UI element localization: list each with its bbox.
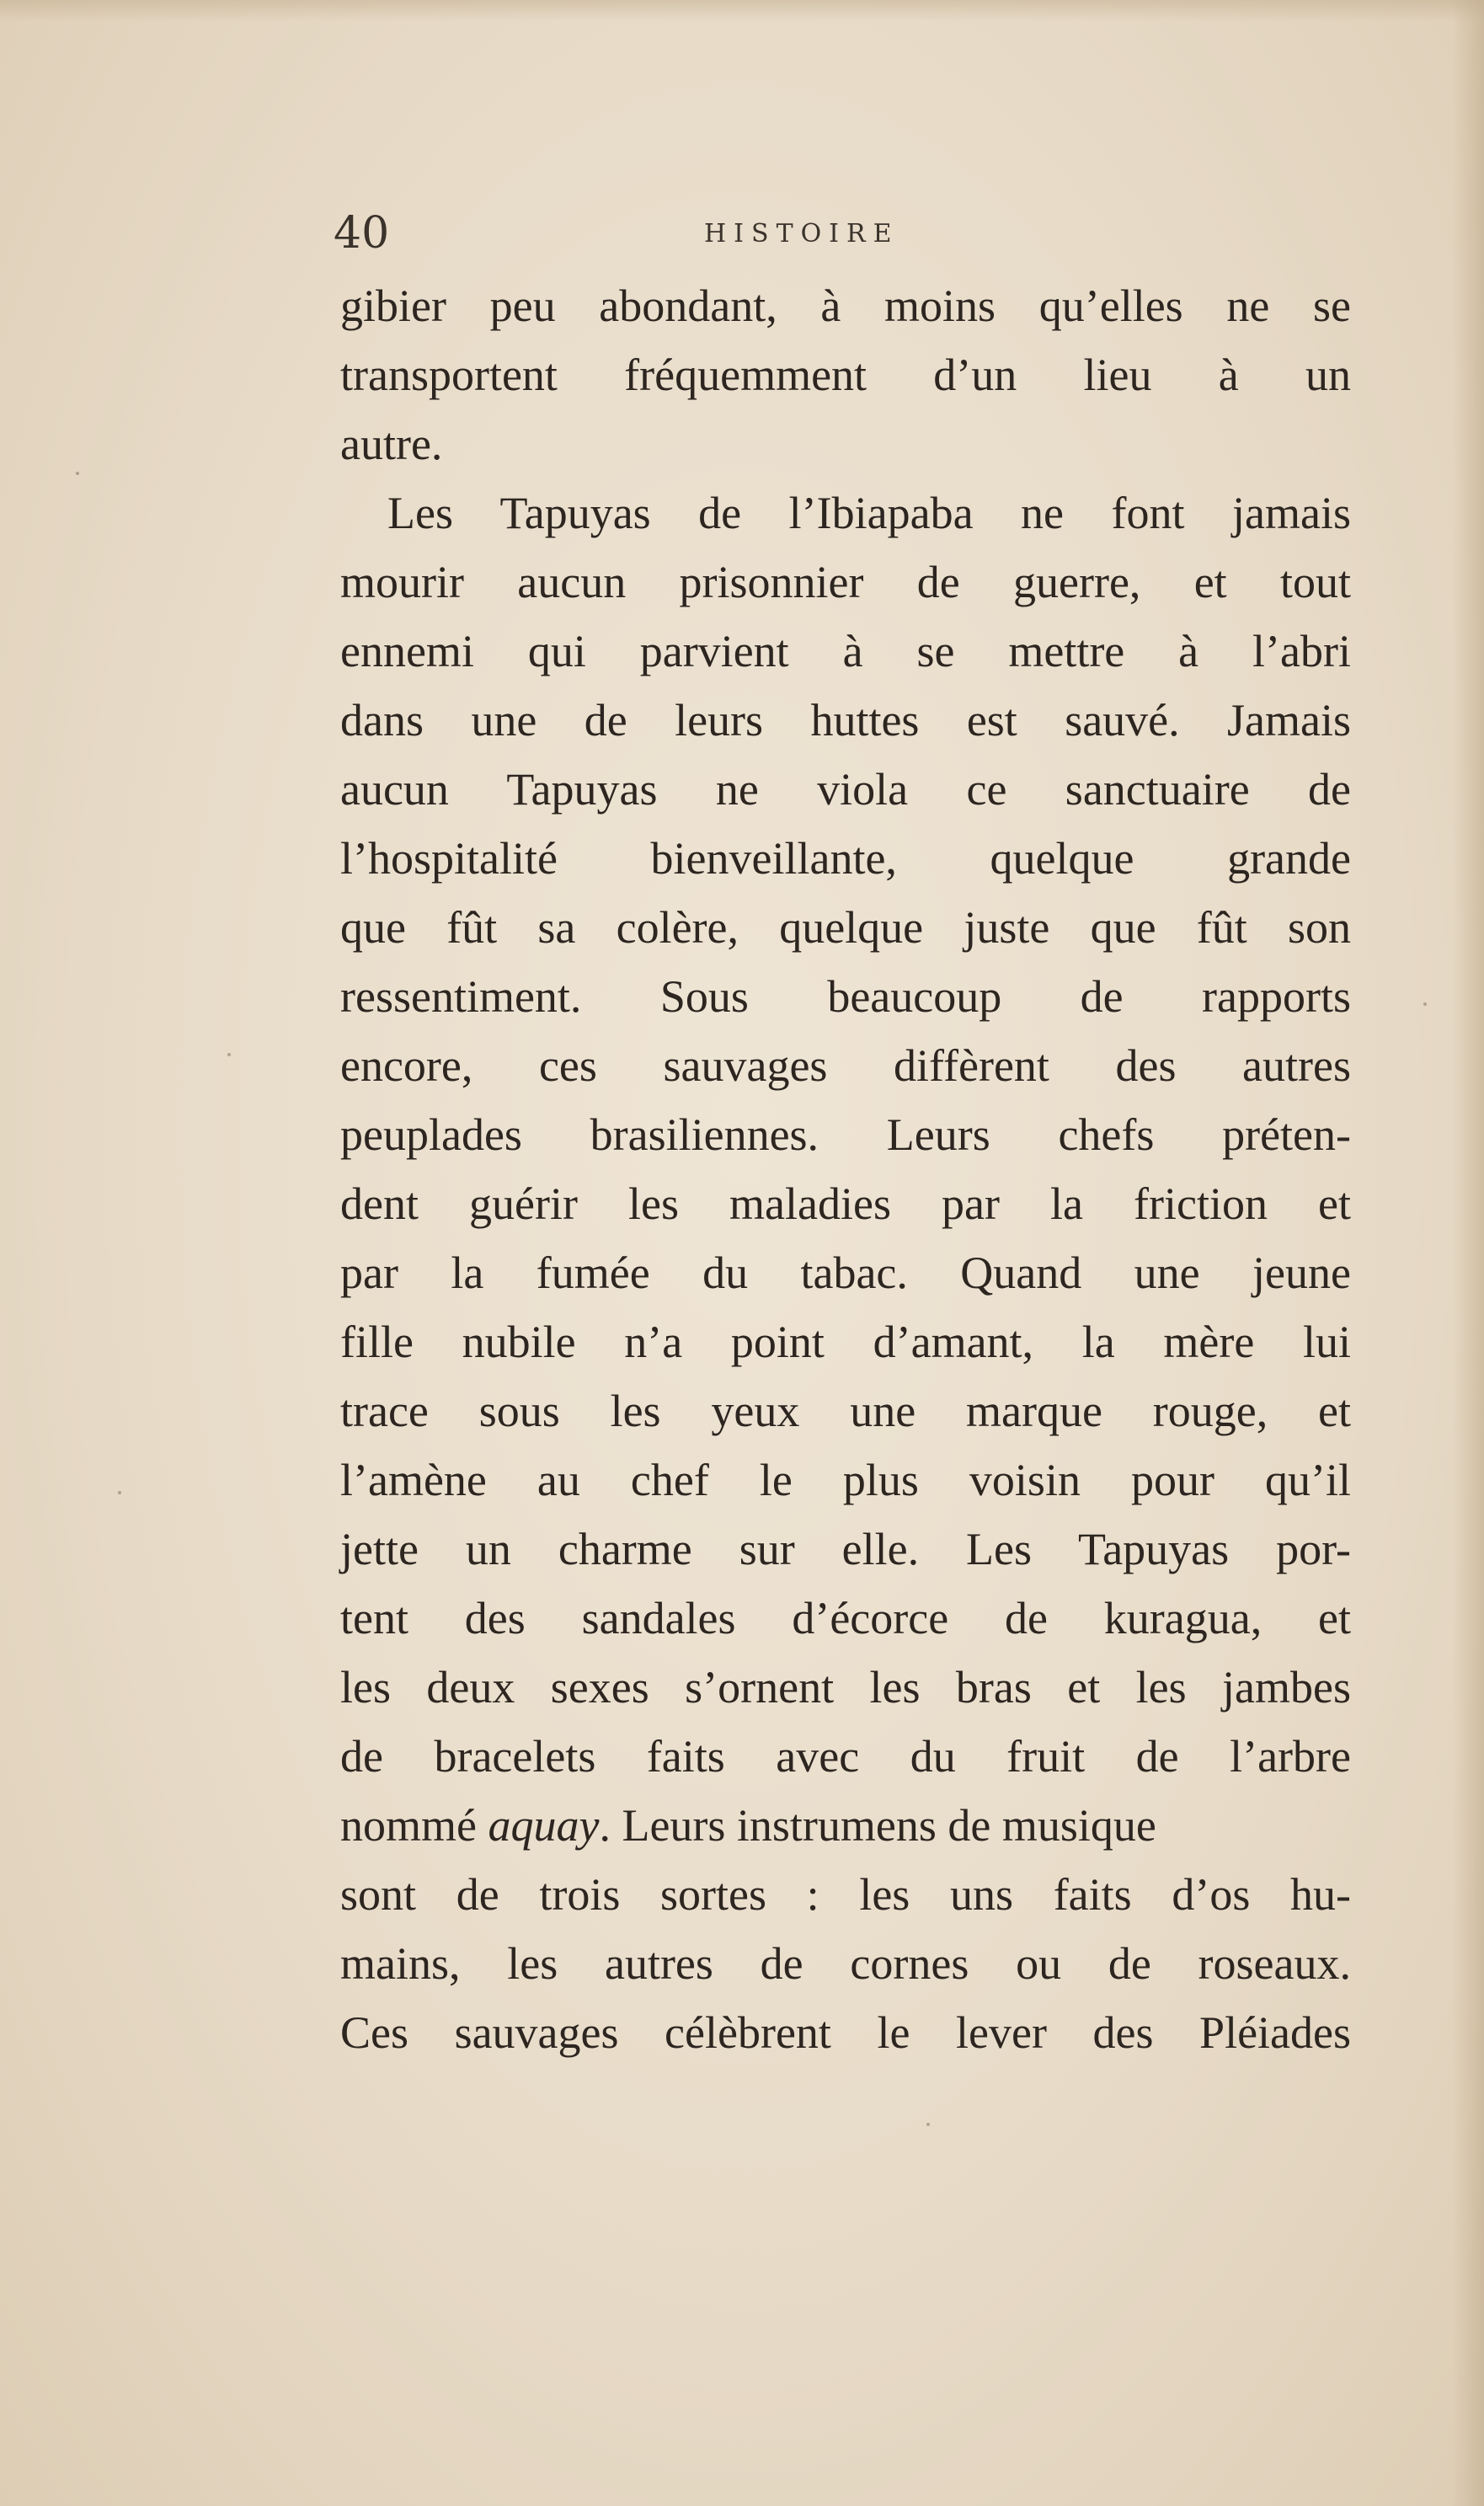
text-line: l’hospitalité bienveillante, quelque grande (340, 833, 1351, 884)
paper-speck (1423, 1002, 1427, 1006)
running-head: HISTOIRE (704, 219, 899, 248)
text-line: ressentiment. Sous beaucoup de rapports (340, 971, 1351, 1022)
text-line: ennemi qui parvient à se mettre à l’abri (340, 626, 1351, 676)
text-line: dent guérir les maladies par la friction et (340, 1178, 1351, 1229)
page-header (334, 204, 1344, 263)
text-line: Ces sauvages célèbrent le lever des Pléiades (340, 2007, 1351, 2058)
text-line: Les Tapuyas de l’Ibiapaba ne font jamais (387, 488, 1351, 538)
page-edge-shadow-right (1452, 0, 1484, 2506)
text-line: mains, les autres de cornes ou de roseaux. (340, 1938, 1351, 1989)
text-line: fille nubile n’a point d’amant, la mère lui (340, 1317, 1351, 1367)
page-edge-shadow-top (0, 0, 1484, 22)
text-line: transportent fréquemment d’un lieu à un (340, 350, 1351, 400)
text-line: que fût sa colère, quelque juste que fût son (340, 902, 1351, 953)
text-line: trace sous les yeux une marque rouge, et (340, 1386, 1351, 1436)
text-fragment: nommé (340, 1800, 488, 1851)
text-line: encore, ces sauvages diffèrent des autres (340, 1040, 1351, 1091)
text-line: de bracelets faits avec du fruit de l’arbre (340, 1731, 1351, 1782)
text-line: jette un charme sur elle. Les Tapuyas por- (340, 1524, 1351, 1574)
text-line-with-italic (340, 1791, 1351, 1860)
paper-speck (227, 1053, 231, 1056)
text-line: dans une de leurs huttes est sauvé. Jamais (340, 695, 1351, 745)
text-line: sont de trois sortes : les uns faits d’os hu- (340, 1869, 1351, 1920)
text-line: aucun Tapuyas ne viola ce sanctuaire de (340, 764, 1351, 815)
paper-speck (76, 472, 79, 475)
text-line: tent des sandales d’écorce de kuragua, et (340, 1593, 1351, 1643)
paper-speck (926, 2123, 930, 2126)
page-number: 40 (334, 208, 390, 259)
text-fragment: . Leurs instrumens de musique (599, 1800, 1156, 1851)
text-line: l’amène au chef le plus voisin pour qu’il (340, 1455, 1351, 1505)
text-line: mourir aucun prisonnier de guerre, et tout (340, 557, 1351, 607)
text-line: autre. (340, 419, 443, 469)
italic-term: aquay (488, 1800, 600, 1851)
text-line: par la fumée du tabac. Quand une jeune (340, 1248, 1351, 1298)
paper-speck (118, 1491, 121, 1494)
text-line: gibier peu abondant, à moins qu’elles ne se (340, 281, 1351, 331)
body-text (340, 271, 1351, 2067)
text-line: peuplades brasiliennes. Leurs chefs préten- (340, 1109, 1351, 1160)
text-line: les deux sexes s’ornent les bras et les jambes (340, 1662, 1351, 1713)
